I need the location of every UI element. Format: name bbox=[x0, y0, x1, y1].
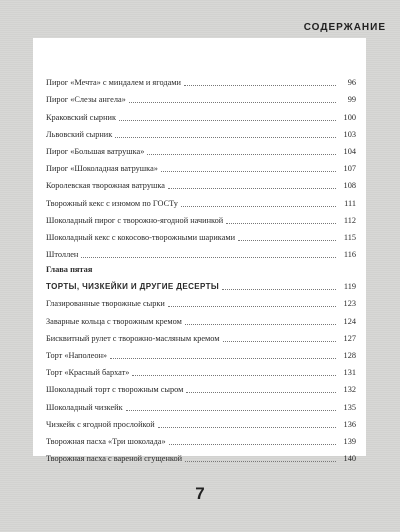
dot-leader bbox=[81, 256, 336, 258]
toc-entry-page: 116 bbox=[343, 250, 356, 260]
toc-entry-title: Глазированные творожные сырки bbox=[46, 299, 165, 309]
dot-leader bbox=[223, 340, 336, 342]
toc-entry-page: 103 bbox=[343, 129, 356, 139]
toc-entry-page: 140 bbox=[343, 454, 356, 464]
dot-leader bbox=[226, 222, 336, 224]
toc-entry-title: Шоколадный кекс с кокосово-творожными шариками bbox=[46, 232, 236, 242]
toc-entry-title: Пирог «Слезы ангела» bbox=[46, 95, 126, 105]
toc-entry-page: 107 bbox=[343, 164, 356, 174]
toc-entry-title: Штоллен bbox=[46, 250, 79, 260]
dot-leader bbox=[185, 460, 336, 462]
toc-entry-title: Творожный кекс с изюмом по ГОСТу bbox=[46, 198, 178, 208]
toc-entry-page: 136 bbox=[343, 419, 356, 429]
toc-entry bbox=[46, 123, 356, 140]
chapter-block bbox=[46, 264, 356, 292]
toc-entry bbox=[46, 413, 356, 430]
dot-leader bbox=[129, 101, 336, 103]
chapter-title: ТОРТЫ, ЧИЗКЕЙКИ И ДРУГИЕ ДЕСЕРТЫ bbox=[46, 282, 220, 292]
toc-entry-title: Пирог «Большая ватрушка» bbox=[46, 146, 145, 156]
toc-entry bbox=[46, 157, 356, 174]
dot-leader bbox=[132, 374, 336, 376]
toc-entry-page: 135 bbox=[343, 402, 356, 412]
toc-entry-page: 127 bbox=[343, 333, 356, 343]
toc-entry bbox=[46, 292, 356, 309]
toc-entry bbox=[46, 243, 356, 260]
dot-leader bbox=[161, 170, 336, 172]
dot-leader bbox=[186, 391, 336, 393]
dot-leader bbox=[126, 409, 336, 411]
toc-entry bbox=[46, 447, 356, 464]
dot-leader bbox=[158, 426, 336, 428]
toc-entry-page: 131 bbox=[343, 368, 356, 378]
toc-entry-title: Чизкейк с ягодной прослойкой bbox=[46, 419, 155, 429]
toc-entry bbox=[46, 209, 356, 226]
toc-entry bbox=[46, 88, 356, 105]
dot-leader bbox=[185, 323, 336, 325]
toc-entry-title: Заварные кольца с творожным кремом bbox=[46, 316, 182, 326]
toc-entry bbox=[46, 105, 356, 122]
toc-entry bbox=[46, 344, 356, 361]
toc-entry bbox=[46, 395, 356, 412]
toc-entry-title: Творожная пасха с вареной сгущенкой bbox=[46, 454, 183, 464]
toc-entry bbox=[46, 430, 356, 447]
toc-entry-title: Пирог «Шоколадная ватрушка» bbox=[46, 164, 158, 174]
toc-entry bbox=[46, 191, 356, 208]
dot-leader bbox=[169, 443, 336, 445]
toc-entry-page: 128 bbox=[343, 351, 356, 360]
toc-entry-title: Шоколадный пирог с творожно-ягодной начинкой bbox=[46, 215, 224, 225]
toc-panel bbox=[33, 38, 366, 464]
chapter-label: Глава пятая bbox=[46, 265, 93, 275]
dot-leader bbox=[147, 153, 336, 155]
dot-leader bbox=[222, 288, 336, 290]
toc-entry-page: 100 bbox=[343, 112, 356, 122]
table-of-contents bbox=[46, 71, 356, 464]
toc-entry-page: 111 bbox=[344, 198, 356, 208]
toc-entry-page: 96 bbox=[347, 78, 356, 88]
toc-entry-page: 124 bbox=[343, 316, 356, 326]
dot-leader bbox=[238, 239, 336, 241]
toc-entry-title: Шоколадный торт с творожным сыром bbox=[46, 385, 184, 395]
toc-entry-page: 108 bbox=[343, 181, 356, 191]
toc-entry-title: Львовский сырник bbox=[46, 129, 113, 139]
chapter-title-row bbox=[46, 275, 356, 292]
toc-entries-after bbox=[46, 292, 356, 464]
toc-entry bbox=[46, 140, 356, 157]
toc-entry-title: Бисквитный рулет с творожно-масляным кремом bbox=[46, 333, 220, 343]
toc-entry-page: 115 bbox=[343, 232, 356, 242]
toc-entry-title: Пирог «Мечта» с миндалем и ягодами bbox=[46, 78, 181, 88]
toc-entry-page: 99 bbox=[347, 95, 356, 105]
dot-leader bbox=[168, 187, 336, 189]
toc-entry-title: Шоколадный чизкейк bbox=[46, 402, 123, 412]
dot-leader bbox=[168, 305, 336, 307]
toc-entry-page: 132 bbox=[343, 385, 356, 395]
toc-entry-page: 104 bbox=[343, 146, 356, 156]
toc-entry bbox=[46, 361, 356, 378]
toc-entry bbox=[46, 327, 356, 344]
toc-entry bbox=[46, 71, 356, 88]
toc-entry-title: Творожная пасха «Три шоколада» bbox=[46, 436, 166, 446]
toc-entry bbox=[46, 378, 356, 395]
page-number: 7 bbox=[195, 484, 205, 503]
toc-entry-title: Королевская творожная ватрушка bbox=[46, 181, 165, 191]
toc-entry-page: 139 bbox=[343, 436, 356, 446]
toc-entry-title: Торт «Наполеон» bbox=[46, 351, 108, 360]
chapter-page-number: 119 bbox=[343, 282, 356, 292]
toc-entries-before bbox=[46, 71, 356, 260]
toc-entry-title: Краковский сырник bbox=[46, 112, 116, 122]
dot-leader bbox=[110, 357, 336, 359]
dot-leader bbox=[115, 136, 336, 138]
toc-entry-title: Торт «Красный бархат» bbox=[46, 368, 130, 378]
dot-leader bbox=[181, 205, 336, 207]
section-header: СОДЕРЖАНИЕ bbox=[303, 22, 386, 33]
toc-entry bbox=[46, 309, 356, 326]
dot-leader bbox=[184, 84, 336, 86]
toc-entry-page: 112 bbox=[343, 215, 356, 225]
toc-entry bbox=[46, 174, 356, 191]
toc-entry-page: 123 bbox=[343, 299, 356, 309]
dot-leader bbox=[119, 119, 336, 121]
toc-entry bbox=[46, 226, 356, 243]
